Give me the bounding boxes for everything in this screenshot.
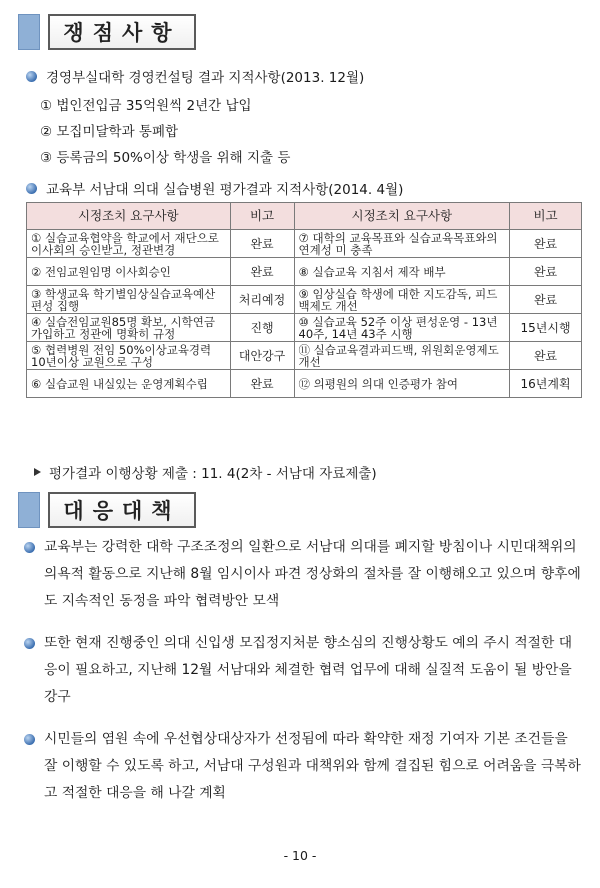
bullet-icon	[24, 542, 35, 553]
header-note: 비고	[230, 203, 294, 230]
table-row	[27, 370, 582, 398]
response-paragraph	[24, 630, 584, 711]
header-requirement: 시정조치 요구사항	[27, 203, 231, 230]
table-cell: 처리예정	[230, 286, 294, 314]
response-paragraph	[24, 534, 584, 615]
submission-note	[34, 462, 377, 482]
table-cell: ① 실습교육협약을 학교에서 재단으로이사회의 승인받고, 정관변경	[27, 230, 231, 258]
table-cell: 완료	[510, 286, 582, 314]
table-cell: ⑫ 의평원의 의대 인증평가 참여	[294, 370, 510, 398]
page-number: - 10 -	[283, 848, 317, 863]
paragraph-text: 또한 현재 진행중인 의대 신입생 모집정지처분 향소심의 진행상황도 예의 주시 적절한 대응이 필요하고, 지난해 12월 서남대와 체결한 협력 업무에 대해 실질적 도움이 될 방안을 강구	[44, 635, 573, 705]
note-text: 평가결과 이행상황 제출 : 11. 4(2차 - 서남대 자료제출)	[49, 466, 377, 482]
table-cell: ⑤ 협력병원 전임 50%이상교육경력10년이상 교원으로 구성	[27, 342, 231, 370]
paragraph-text: 시민들의 염원 속에 우선협상대상자가 선정됨에 따라 확약한 재정 기여자 기본 조건들을 잘 이행할 수 있도록 하고, 서남대 구성원과 대책위와 함께 결집된 힘으로 어려움을 극복하고 적절한 대응을 해 나갈 계획	[44, 731, 581, 801]
bullet-icon	[26, 183, 37, 194]
table-row	[27, 258, 582, 286]
section-header-response	[18, 492, 196, 528]
table-cell: ⑩ 실습교육 52주 이상 편성운영 - 13년40주, 14년 43주 시행	[294, 314, 510, 342]
bullet-icon	[24, 638, 35, 649]
table-cell: 15년시행	[510, 314, 582, 342]
header-requirement: 시정조치 요구사항	[294, 203, 510, 230]
section-header-issues	[18, 14, 196, 50]
response-paragraph	[24, 726, 584, 807]
table-cell: 완료	[510, 258, 582, 286]
sub-item: ③ 등록금의 50%이상 학생을 위해 지출 등	[40, 150, 291, 166]
table-cell: ⑪ 실습교육결과피드백, 위원회운영제도 개선	[294, 342, 510, 370]
table-cell: 완료	[230, 258, 294, 286]
table-header-row	[27, 203, 582, 230]
table-cell: ④ 실습전임교원85명 확보, 시학연금가입하고 정관에 명확히 규정	[27, 314, 231, 342]
section-title: 쟁점사항	[48, 14, 196, 50]
table-cell: ⑧ 실습교육 지침서 제작 배부	[294, 258, 510, 286]
table-cell: 16년계획	[510, 370, 582, 398]
bullet-text: 교육부 서남대 의대 실습병원 평가결과 지적사항(2014. 4월)	[46, 182, 404, 198]
table-cell: 대안강구	[230, 342, 294, 370]
corrective-actions-table	[26, 202, 582, 398]
bullet-ministry	[26, 178, 403, 198]
table-cell: 완료	[230, 230, 294, 258]
table-cell: ② 전임교원임명 이사회승인	[27, 258, 231, 286]
table-row	[27, 342, 582, 370]
bullet-text: 경영부실대학 경영컨설팅 결과 지적사항(2013. 12월)	[46, 70, 365, 86]
table-row	[27, 286, 582, 314]
bullet-icon	[24, 734, 35, 745]
bullet-consulting	[26, 66, 364, 86]
section-title: 대응대책	[48, 492, 196, 528]
header-note: 비고	[510, 203, 582, 230]
table-cell: 완료	[510, 230, 582, 258]
table-cell: 진행	[230, 314, 294, 342]
table-cell: 완료	[510, 342, 582, 370]
table-cell: 완료	[230, 370, 294, 398]
sub-item: ① 법인전입금 35억원씩 2년간 납입	[40, 98, 252, 114]
paragraph-text: 교육부는 강력한 대학 구조조정의 일환으로 서남대 의대를 폐지할 방침이나 시민대책위의 의욕적 활동으로 지난해 8월 임시이사 파견 정상화의 절차를 잘 이행해오고 있으며 향후에도 지속적인 동정을 파악 협력방안 모색	[44, 539, 581, 609]
triangle-bullet-icon	[34, 468, 41, 476]
section-marker	[18, 492, 40, 528]
table-cell: ⑨ 임상실습 학생에 대한 지도감독, 피드백제도 개선	[294, 286, 510, 314]
table-cell: ⑥ 실습교원 내실있는 운영계획수립	[27, 370, 231, 398]
bullet-icon	[26, 71, 37, 82]
sub-item: ② 모집미달학과 통폐합	[40, 124, 179, 140]
table-cell: ③ 학생교육 학기별임상실습교육예산편성 집행	[27, 286, 231, 314]
table-cell: ⑦ 대학의 교육목표와 실습교육목표와의 연계성 미 충족	[294, 230, 510, 258]
section-marker	[18, 14, 40, 50]
table-row	[27, 314, 582, 342]
table-row	[27, 230, 582, 258]
